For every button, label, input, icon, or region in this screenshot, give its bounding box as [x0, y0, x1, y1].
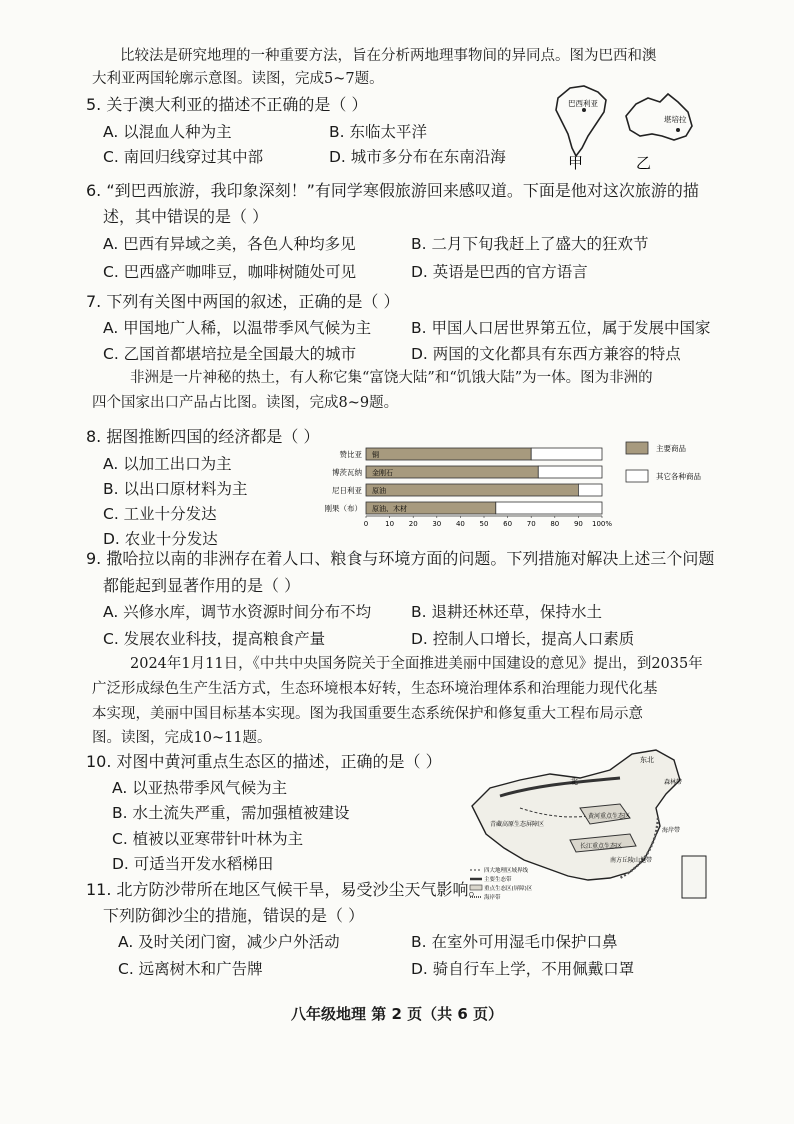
bar-segment-other	[538, 466, 602, 478]
x-tick-label: 40	[455, 520, 465, 528]
q8-option-c: C. 工业十分发达	[103, 505, 217, 523]
x-tick-label: 90	[573, 520, 583, 528]
south-sea-inset	[682, 856, 706, 898]
intro-africa-line1: 非洲是一片神秘的热土，有人称它集“富饶大陆”和“饥饿大陆”为一体。图为非洲的	[130, 370, 653, 386]
label-canberra: 堪培拉	[664, 115, 687, 124]
x-tick-label: 50	[479, 520, 489, 528]
q6-stem-line1: 6. “到巴西旅游，我印象深刻！”有同学寒假旅游回来感叹道。下面是他对这次旅游的描	[86, 181, 699, 200]
q6-option-a: A. 巴西有异域之美，各色人种均多见	[103, 235, 356, 253]
x-tick-label: 0	[363, 520, 369, 528]
q8-option-a: A. 以加工出口为主	[103, 455, 232, 473]
q9-stem-line1: 9. 撒哈拉以南的非洲存在着人口、粮食与环境方面的问题。下列措施对解决上述三个问题	[86, 549, 715, 568]
q6-stem-line2: 述，其中错误的是（ ）	[103, 207, 269, 226]
q5-option-a: A. 以混血人种为主	[103, 123, 232, 141]
x-tick-label: 20	[408, 520, 418, 528]
q11-stem-line1: 11. 北方防沙带所在地区气候干旱，易受沙尘天气影响。	[86, 880, 485, 899]
category-label: 博茨瓦纳	[332, 468, 362, 477]
x-tick-label: 60	[503, 520, 513, 528]
canberra-marker	[676, 128, 680, 132]
intro-china-line3: 本实现，美丽中国目标基本实现。图为我国重要生态系统保护和修复重大工程布局示意	[92, 706, 643, 722]
legend-swatch	[626, 442, 648, 454]
q7-option-c: C. 乙国首都堪培拉是全国最大的城市	[103, 345, 357, 363]
bar-segment-main	[366, 484, 578, 496]
x-tick-label: 30	[432, 520, 442, 528]
q5-stem: 5. 关于澳大利亚的描述不正确的是（ ）	[86, 95, 368, 114]
q8-option-b: B. 以出口原材料为主	[103, 480, 248, 498]
q10-option-d: D. 可适当开发水稻梯田	[112, 855, 274, 873]
q11-option-b: B. 在室外可用湿毛巾保护口鼻	[411, 933, 618, 951]
q6-option-b: B. 二月下旬我赶上了盛大的狂欢节	[411, 235, 649, 253]
q7-option-b: B. 甲国人口居世界第五位，属于发展中国家	[411, 319, 711, 337]
q10-stem: 10. 对图中黄河重点生态区的描述，正确的是（ ）	[86, 752, 442, 771]
intro-brazil-australia-line2: 大利亚两国轮廓示意图。读图，完成5~7题。	[92, 71, 384, 87]
x-tick-label: 70	[526, 520, 536, 528]
label-bei: 北	[570, 777, 578, 786]
legend-label: 主要商品	[656, 444, 686, 453]
q11-option-d: D. 骑自行车上学，不用佩戴口罩	[411, 960, 635, 978]
q6-option-d: D. 英语是巴西的官方语言	[411, 263, 588, 281]
q10-option-a: A. 以亚热带季风气候为主	[112, 779, 288, 797]
label-nanfang: 南方丘陵山地带	[610, 857, 653, 864]
category-label: 赞比亚	[339, 450, 362, 459]
bar-segment-main	[366, 448, 531, 460]
x-tick-label: 10	[385, 520, 395, 528]
q5-option-b: B. 东临太平洋	[329, 123, 427, 141]
label-haian: 海岸带	[662, 827, 681, 834]
intro-africa-line2: 四个国家出口产品占比图。读图，完成8~9题。	[92, 395, 399, 411]
label-dongbei: 东北	[640, 756, 654, 764]
x-tick-label: 80	[550, 520, 560, 528]
legend-coast: 海岸带	[484, 895, 501, 901]
q9-option-b: B. 退耕还林还草，保持水土	[411, 603, 602, 621]
africa-export-chart-svg	[308, 440, 728, 542]
q8-option-d: D. 农业十分发达	[103, 530, 218, 548]
label-qingzang: 青藏高原生态屏障区	[490, 821, 545, 828]
q10-option-c: C. 植被以亚寒带针叶林为主	[112, 830, 304, 848]
africa-export-chart	[308, 440, 728, 542]
legend-swatch	[626, 470, 648, 482]
label-jia: 甲	[568, 154, 584, 172]
q9-option-d: D. 控制人口增长，提高人口素质	[411, 630, 635, 648]
bar-segment-other	[531, 448, 602, 460]
legend-eco-belt: 主要生态带	[484, 877, 512, 883]
legend-boundary: 四大地理区域界线	[484, 868, 529, 874]
q6-option-c: C. 巴西盛产咖啡豆，咖啡树随处可见	[103, 263, 357, 281]
q7-stem: 7. 下列有关图中两国的叙述，正确的是（ ）	[86, 292, 400, 311]
bar-segment-other	[496, 502, 602, 514]
q10-option-b: B. 水土流失严重，需加强植被建设	[112, 804, 350, 822]
q7-option-d: D. 两国的文化都具有东西方兼容的特点	[411, 345, 681, 363]
category-label: 刚果（布）	[324, 504, 362, 513]
label-huanghe: 黄河重点生态区	[588, 813, 631, 820]
q5-option-c: C. 南回归线穿过其中部	[103, 148, 264, 166]
page-footer: 八年级地理 第 2 页（共 6 页）	[291, 1005, 503, 1023]
q9-option-c: C. 发展农业科技，提高粮食产量	[103, 630, 326, 648]
category-label: 尼日利亚	[332, 486, 362, 495]
brazil-australia-map	[548, 76, 748, 172]
bar-label: 铜	[372, 451, 379, 459]
q11-option-c: C. 远离树木和广告牌	[118, 960, 263, 978]
intro-brazil-australia-line1: 比较法是研究地理的一种重要方法，旨在分析两地理事物间的异同点。图为巴西和澳	[120, 48, 657, 64]
q7-option-a: A. 甲国地广人稀，以温带季风气候为主	[103, 319, 372, 337]
q9-stem-line2: 都能起到显著作用的是（ ）	[103, 576, 301, 595]
q5-option-d: D. 城市多分布在东南沿海	[329, 148, 506, 166]
intro-china-line4: 图。读图，完成10~11题。	[92, 730, 272, 746]
legend-label: 其它各种商品	[656, 472, 701, 481]
label-yi: 乙	[636, 154, 652, 172]
bar-segment-other	[578, 484, 602, 496]
q11-option-a: A. 及时关闭门窗，减少户外活动	[118, 933, 340, 951]
label-senlin: 森林带	[664, 779, 683, 786]
q11-stem-line2: 下列防御沙尘的措施，错误的是（ ）	[103, 906, 365, 925]
q9-option-a: A. 兴修水库，调节水资源时间分布不均	[103, 603, 372, 621]
brazil-outline	[556, 86, 606, 156]
q8-stem: 8. 据图推断四国的经济都是（ ）	[86, 427, 320, 446]
bar-label: 原油、木材	[372, 505, 407, 513]
intro-china-line2: 广泛形成绿色生产生活方式，生态环境根本好转，生态环境治理体系和治理能力现代化基	[92, 681, 658, 697]
x-tick-label: 100%	[591, 520, 613, 528]
label-brasilia: 巴西利亚	[568, 99, 598, 108]
bar-label: 原油	[372, 487, 386, 495]
intro-china-line1: 2024年1月11日，《中共中央国务院关于全面推进美丽中国建设的意见》提出，到2035年	[130, 656, 703, 672]
legend-eco-zone: 重点生态区(屏障)区	[484, 886, 533, 892]
brasilia-marker	[582, 108, 586, 112]
bar-label: 金刚石	[372, 469, 393, 477]
china-ecology-map	[460, 748, 710, 906]
label-changjiang: 长江重点生态区	[580, 843, 623, 850]
